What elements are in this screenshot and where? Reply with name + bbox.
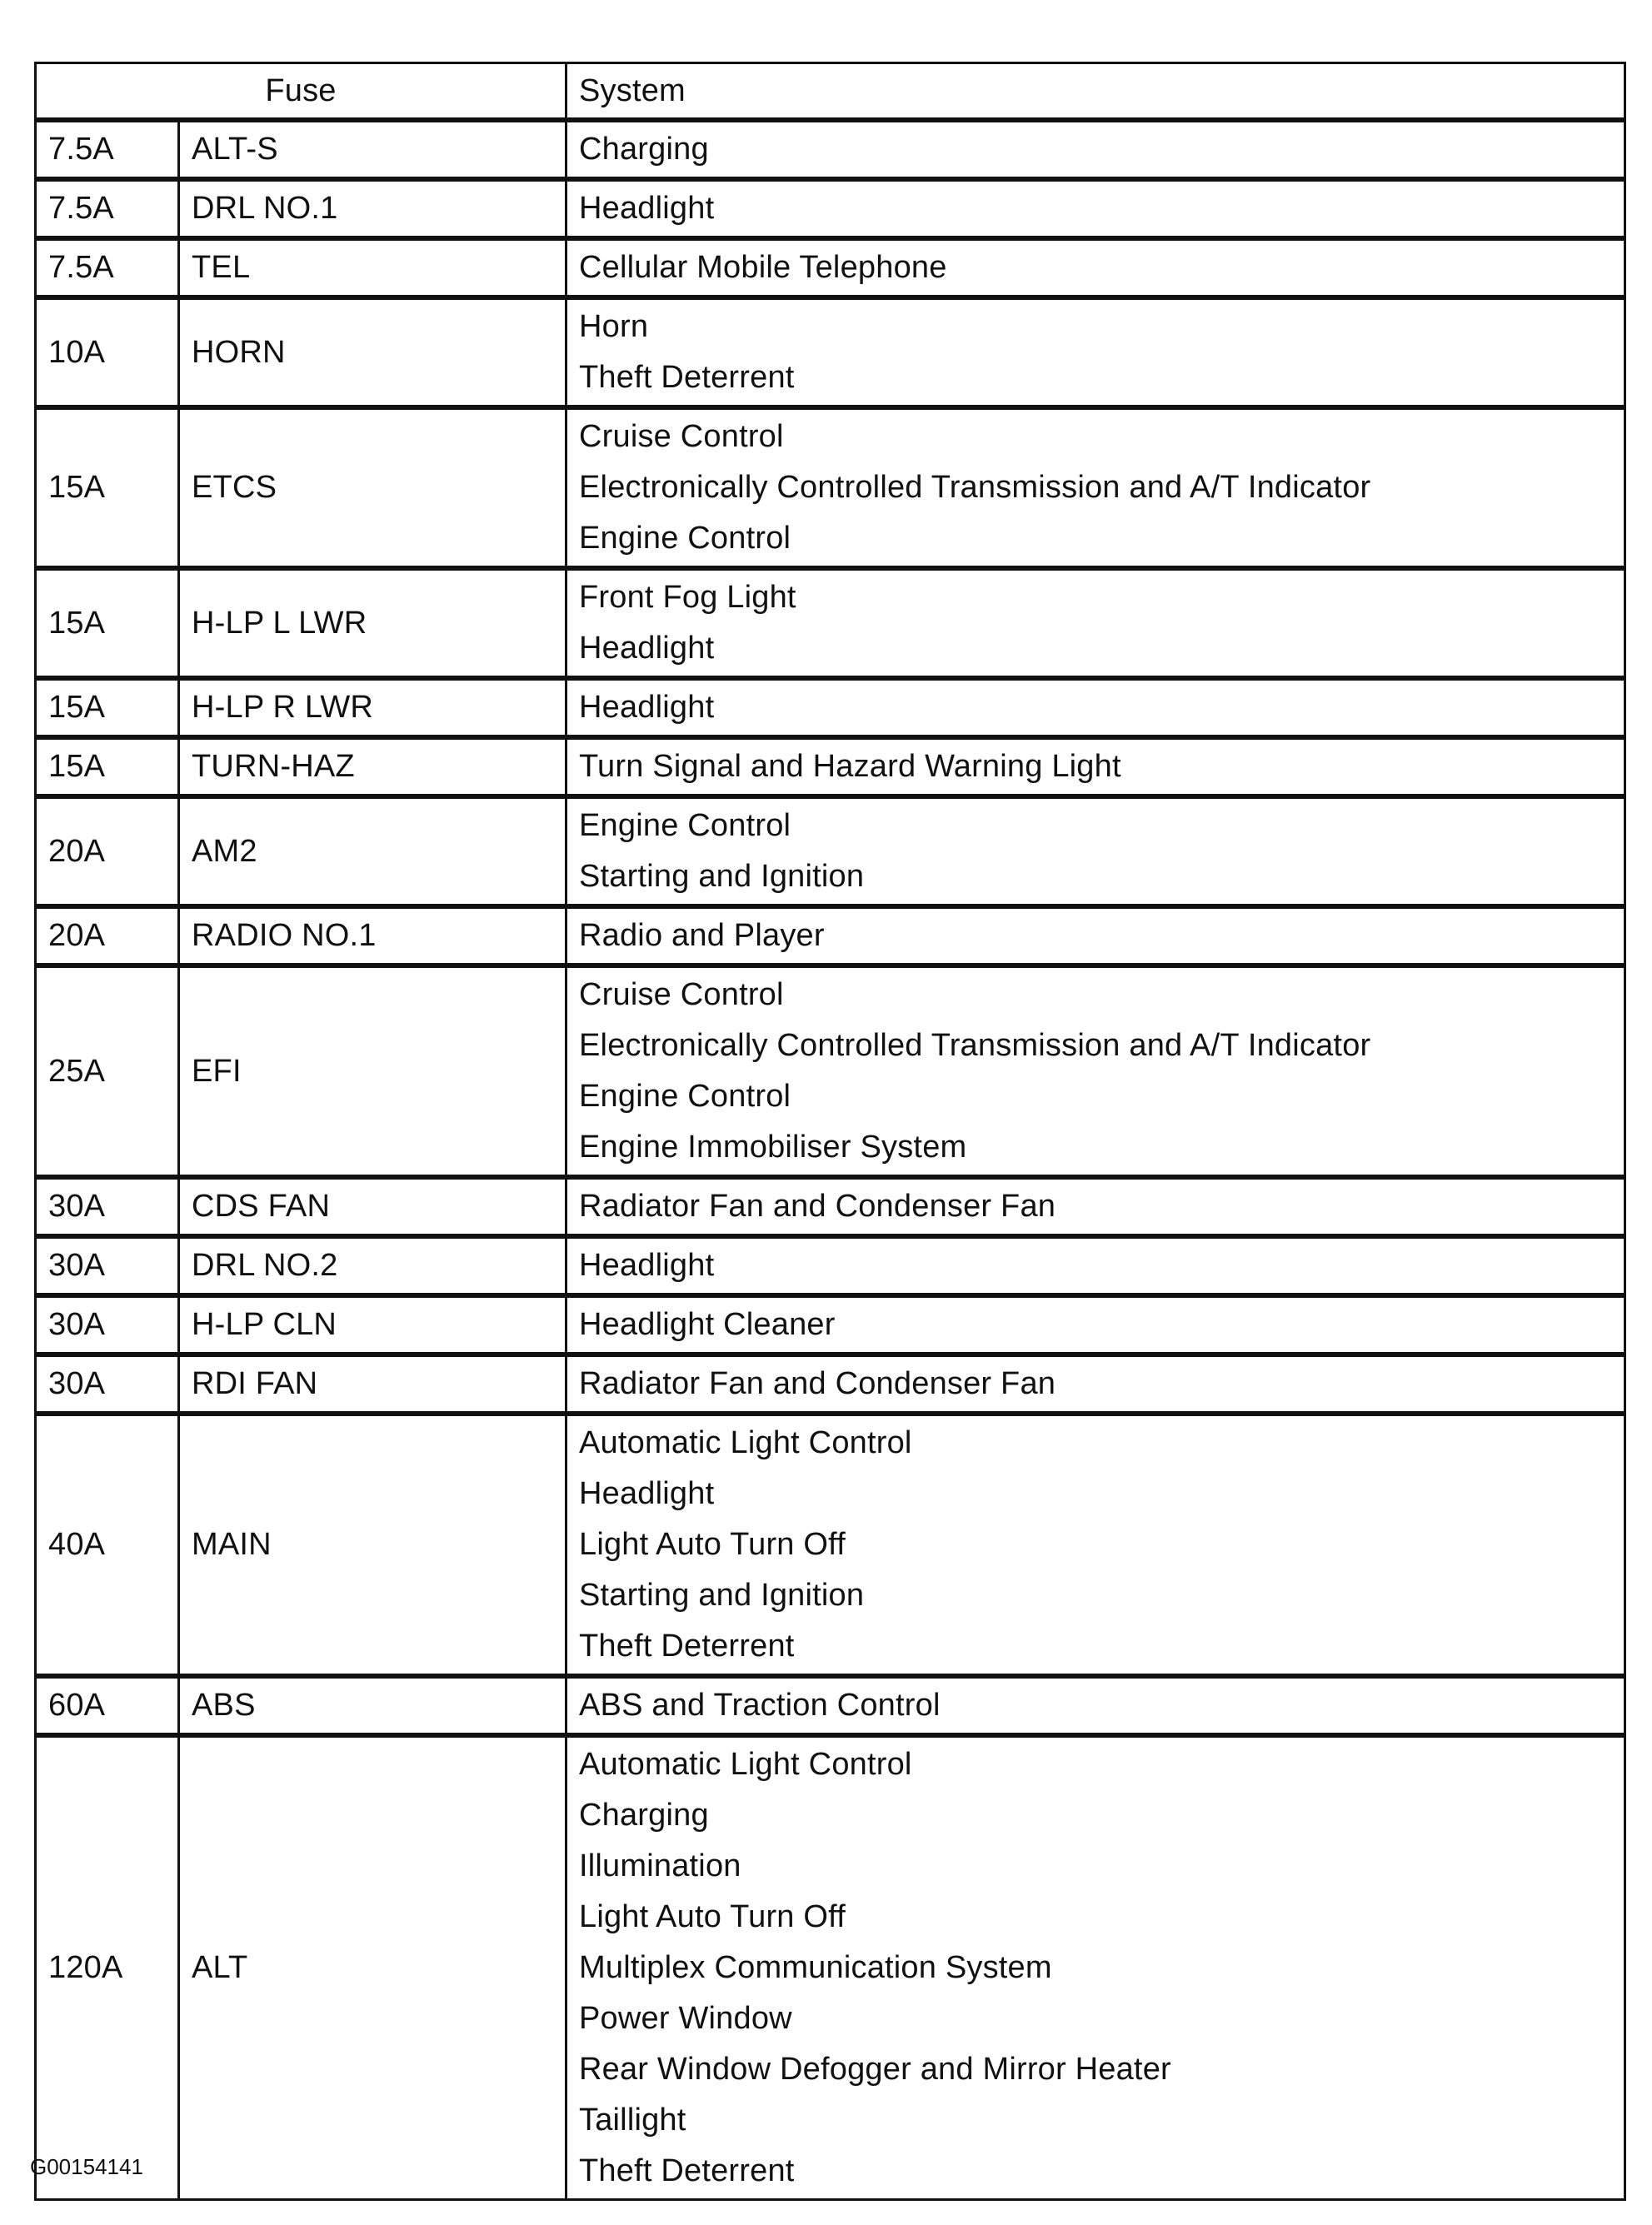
fuse-amperage: 20A: [36, 906, 179, 965]
table-row: [36, 1295, 1625, 1354]
system-item: Front Fog Light: [579, 580, 796, 615]
system-item: Cruise Control: [579, 419, 784, 454]
system-cell: [566, 120, 1625, 179]
system-item: Charging: [579, 1798, 709, 1833]
system-item: Turn Signal and Hazard Warning Light: [579, 749, 1121, 784]
fuse-name: MAIN: [179, 1414, 566, 1676]
system-cell: [566, 1414, 1625, 1676]
system-item: Charging: [579, 132, 709, 167]
table-row: [36, 1414, 1625, 1676]
system-item: Automatic Light Control: [579, 1425, 912, 1460]
system-item: Illumination: [579, 1848, 741, 1883]
system-item: Theft Deterrent: [579, 360, 795, 395]
fuse-amperage: 15A: [36, 678, 179, 737]
table-row: [36, 1354, 1625, 1414]
system-item: Light Auto Turn Off: [579, 1899, 846, 1934]
table-row: [36, 1236, 1625, 1295]
table-row: [36, 1735, 1625, 2200]
fuse-name: H-LP L LWR: [179, 568, 566, 678]
fuse-amperage: 60A: [36, 1676, 179, 1735]
system-item: Rear Window Defogger and Mirror Heater: [579, 2052, 1171, 2087]
header-row: [36, 63, 1625, 121]
table-row: [36, 796, 1625, 906]
system-item: Taillight: [579, 2103, 686, 2138]
table-row: [36, 737, 1625, 796]
fuse-name: DRL NO.2: [179, 1236, 566, 1295]
table-header: [36, 63, 1625, 121]
fuse-name: H-LP CLN: [179, 1295, 566, 1354]
system-item: Headlight Cleaner: [579, 1307, 836, 1342]
fuse-amperage: 30A: [36, 1236, 179, 1295]
system-item: Theft Deterrent: [579, 1629, 795, 1664]
fuse-name: ALT: [179, 1735, 566, 2200]
fuse-name: RDI FAN: [179, 1354, 566, 1414]
image-code: G00154141: [30, 2154, 143, 2179]
fuse-column-header: Fuse: [36, 63, 566, 121]
fuse-amperage: 120A: [36, 1735, 179, 2200]
system-item: Automatic Light Control: [579, 1747, 912, 1782]
fuse-amperage: 7.5A: [36, 179, 179, 238]
system-item: Radiator Fan and Condenser Fan: [579, 1189, 1056, 1224]
fuse-table: [34, 62, 1626, 2201]
fuse-amperage: 30A: [36, 1177, 179, 1236]
fuse-amperage: 30A: [36, 1354, 179, 1414]
table-row: [36, 678, 1625, 737]
system-item: Power Window: [579, 2001, 792, 2036]
system-item: Cruise Control: [579, 977, 784, 1012]
table-row: [36, 179, 1625, 238]
system-item: Multiplex Communication System: [579, 1950, 1052, 1985]
system-cell: [566, 407, 1625, 568]
system-cell: [566, 906, 1625, 965]
fuse-name: TEL: [179, 238, 566, 297]
table-body: [36, 120, 1625, 2200]
table-row: [36, 1676, 1625, 1735]
system-cell: [566, 1236, 1625, 1295]
table-row: [36, 407, 1625, 568]
system-item: Headlight: [579, 690, 715, 725]
fuse-name: RADIO NO.1: [179, 906, 566, 965]
system-item: Light Auto Turn Off: [579, 1527, 846, 1562]
table-row: [36, 965, 1625, 1177]
system-cell: [566, 796, 1625, 906]
system-item: Headlight: [579, 1476, 715, 1511]
system-column-header: System: [566, 63, 1625, 121]
table-row: [36, 120, 1625, 179]
system-cell: [566, 1676, 1625, 1735]
system-cell: [566, 179, 1625, 238]
system-cell: [566, 678, 1625, 737]
system-item: Horn: [579, 309, 649, 344]
fuse-amperage: 7.5A: [36, 238, 179, 297]
system-item: Cellular Mobile Telephone: [579, 250, 947, 285]
system-item: Radiator Fan and Condenser Fan: [579, 1366, 1056, 1401]
system-item: Engine Immobiliser System: [579, 1130, 967, 1165]
system-cell: [566, 737, 1625, 796]
system-item: Electronically Controlled Transmission and A/T Indicator: [579, 1028, 1371, 1063]
fuse-name: ETCS: [179, 407, 566, 568]
system-item: Starting and Ignition: [579, 1578, 865, 1613]
fuse-name: DRL NO.1: [179, 179, 566, 238]
fuse-name: ALT-S: [179, 120, 566, 179]
fuse-amperage: 15A: [36, 737, 179, 796]
fuse-name: AM2: [179, 796, 566, 906]
table-row: [36, 906, 1625, 965]
system-cell: [566, 1354, 1625, 1414]
fuse-name: ABS: [179, 1676, 566, 1735]
system-item: Headlight: [579, 631, 715, 666]
fuse-name: EFI: [179, 965, 566, 1177]
system-cell: [566, 568, 1625, 678]
table-row: [36, 568, 1625, 678]
fuse-amperage: 40A: [36, 1414, 179, 1676]
system-cell: [566, 965, 1625, 1177]
fuse-amperage: 10A: [36, 297, 179, 407]
table-row: [36, 297, 1625, 407]
system-item: Headlight: [579, 191, 715, 226]
fuse-name: H-LP R LWR: [179, 678, 566, 737]
system-cell: [566, 1177, 1625, 1236]
system-cell: [566, 297, 1625, 407]
system-cell: [566, 1295, 1625, 1354]
fuse-amperage: 25A: [36, 965, 179, 1177]
fuse-amperage: 7.5A: [36, 120, 179, 179]
fuse-amperage: 20A: [36, 796, 179, 906]
fuse-name: TURN-HAZ: [179, 737, 566, 796]
fuse-amperage: 15A: [36, 407, 179, 568]
system-item: Starting and Ignition: [579, 859, 865, 894]
system-item: Electronically Controlled Transmission and A/T Indicator: [579, 470, 1371, 505]
table-row: [36, 238, 1625, 297]
system-item: Engine Control: [579, 1079, 791, 1114]
system-item: Engine Control: [579, 521, 791, 556]
fuse-name: CDS FAN: [179, 1177, 566, 1236]
system-item: Theft Deterrent: [579, 2153, 795, 2188]
system-item: Radio and Player: [579, 918, 825, 953]
system-cell: [566, 238, 1625, 297]
system-cell: [566, 1735, 1625, 2200]
table-row: [36, 1177, 1625, 1236]
system-item: Engine Control: [579, 808, 791, 843]
system-item: ABS and Traction Control: [579, 1688, 941, 1723]
fuse-amperage: 15A: [36, 568, 179, 678]
fuse-amperage: 30A: [36, 1295, 179, 1354]
fuse-name: HORN: [179, 297, 566, 407]
system-item: Headlight: [579, 1248, 715, 1283]
